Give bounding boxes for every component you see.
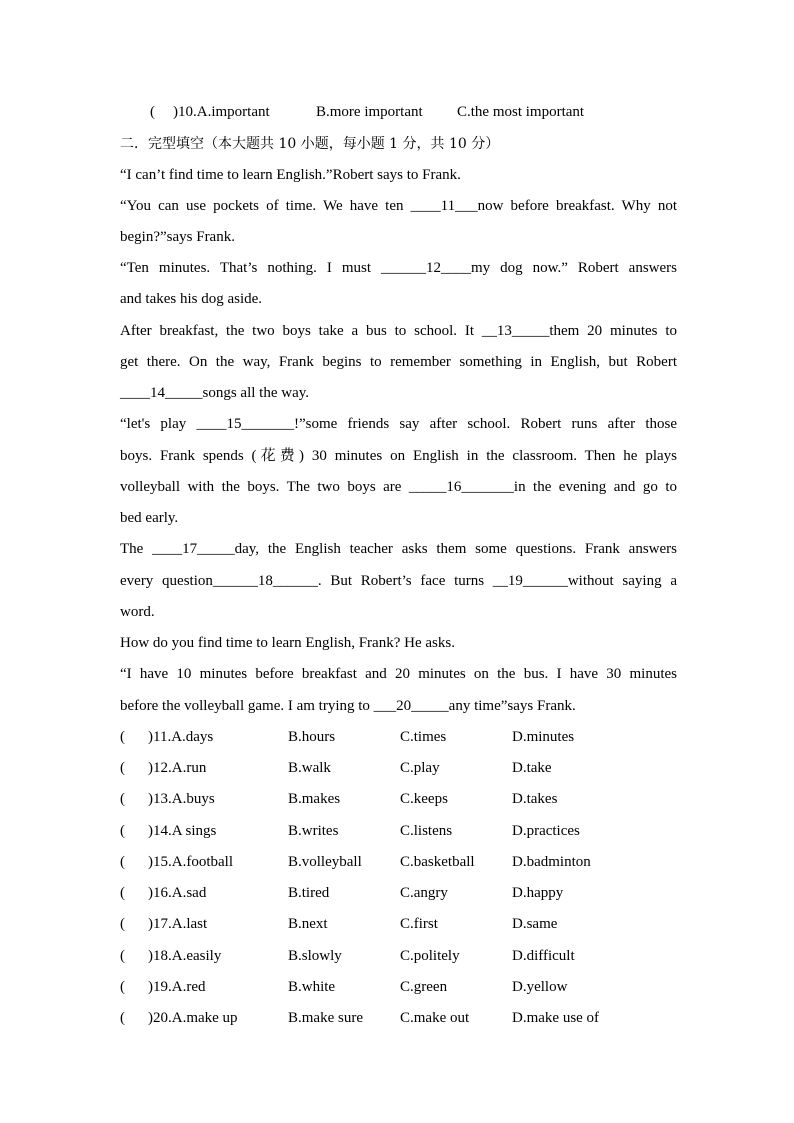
option-b: B.walk xyxy=(288,760,331,776)
option-b: B.slowly xyxy=(288,948,342,964)
option-a: )19.A.red xyxy=(148,979,206,995)
answer-paren: ( xyxy=(150,104,155,120)
passage-line: every question______18______. But Robert’s face turns __19______without saying a xyxy=(120,573,677,589)
option-c: C.green xyxy=(400,979,448,995)
option-d: D.practices xyxy=(512,823,580,839)
passage-line: bed early. xyxy=(120,510,179,526)
option-d: D.badminton xyxy=(512,854,591,870)
option-d: D.make use of xyxy=(512,1010,600,1026)
answer-paren: ( xyxy=(120,1010,125,1026)
answer-paren: ( xyxy=(120,729,125,745)
answer-paren: ( xyxy=(120,823,125,839)
passage-line: “I have 10 minutes before breakfast and 20 minutes on the bus. I have 30 minutes xyxy=(120,666,677,682)
passage-line: “Ten minutes. That’s nothing. I must ______12____my dog now.” Robert answers xyxy=(120,260,677,276)
option-a: )18.A.easily xyxy=(148,948,222,964)
option-b: B.make sure xyxy=(288,1010,363,1026)
section-heading: 二．完型填空（本大题共 10 小题，每小题 1 分，共 10 分） xyxy=(120,136,500,152)
option-b: B.makes xyxy=(288,791,341,807)
answer-paren: ( xyxy=(120,979,125,995)
option-d: D.yellow xyxy=(512,979,568,995)
answer-paren: ( xyxy=(120,791,125,807)
option-c: C.make out xyxy=(400,1010,470,1026)
option-c: C.the most important xyxy=(457,104,585,120)
option-c: C.times xyxy=(400,729,447,745)
passage-line: get there. On the way, Frank begins to remember something in English, but Robert xyxy=(120,354,677,370)
answer-paren: ( xyxy=(120,885,125,901)
passage-line: begin?”says Frank. xyxy=(120,229,235,245)
passage-line: The ____17_____day, the English teacher asks them some questions. Frank answers xyxy=(120,541,677,557)
option-b: B.tired xyxy=(288,885,330,901)
option-c: C.listens xyxy=(400,823,453,839)
option-d: D.takes xyxy=(512,791,558,807)
passage-line: How do you find time to learn English, Frank? He asks. xyxy=(120,635,455,651)
option-a: )12.A.run xyxy=(148,760,207,776)
passage-line: “let's play ____15_______!”some friends say after school. Robert runs after those xyxy=(120,416,677,432)
passage-line: ____14_____songs all the way. xyxy=(120,385,310,401)
passage-line: before the volleyball game. I am trying to ___20_____any time”says Frank. xyxy=(120,698,576,714)
passage-line: and takes his dog aside. xyxy=(120,291,263,307)
option-b: B.hours xyxy=(288,729,336,745)
option-c: C.politely xyxy=(400,948,460,964)
option-c: C.keeps xyxy=(400,791,448,807)
option-d: D.minutes xyxy=(512,729,575,745)
passage-line: After breakfast, the two boys take a bus to school. It __13_____them 20 minutes to xyxy=(120,323,677,339)
option-a: )13.A.buys xyxy=(148,791,215,807)
option-b: B.volleyball xyxy=(288,854,362,870)
option-c: C.angry xyxy=(400,885,448,901)
option-c: C.play xyxy=(400,760,440,776)
option-b: B.next xyxy=(288,916,328,932)
answer-paren: ( xyxy=(120,854,125,870)
passage-line: “I can’t find time to learn English.”Robert says to Frank. xyxy=(120,167,461,183)
option-a: )16.A.sad xyxy=(148,885,207,901)
option-c: C.first xyxy=(400,916,438,932)
answer-paren: ( xyxy=(120,916,125,932)
answer-paren: ( xyxy=(120,760,125,776)
option-a: )14.A sings xyxy=(148,823,217,839)
passage-line: “You can use pockets of time. We have ten ____11___now before breakfast. Why not xyxy=(120,198,677,214)
option-b: B.more important xyxy=(316,104,423,120)
passage-line: volleyball with the boys. The two boys are _____16_______in the evening and go to xyxy=(120,479,677,495)
answer-paren: ( xyxy=(120,948,125,964)
passage-line: word. xyxy=(120,604,155,620)
option-a: )10.A.important xyxy=(173,104,270,120)
option-a: )20.A.make up xyxy=(148,1010,238,1026)
option-d: D.difficult xyxy=(512,948,575,964)
option-b: B.white xyxy=(288,979,336,995)
option-a: )15.A.football xyxy=(148,854,233,870)
option-a: )17.A.last xyxy=(148,916,208,932)
option-d: D.happy xyxy=(512,885,564,901)
option-d: D.same xyxy=(512,916,558,932)
option-c: C.basketball xyxy=(400,854,475,870)
option-a: )11.A.days xyxy=(148,729,214,745)
option-b: B.writes xyxy=(288,823,339,839)
passage-line: boys. Frank spends (花费) 30 minutes on English in the classroom. Then he plays xyxy=(120,448,677,464)
option-d: D.take xyxy=(512,760,552,776)
